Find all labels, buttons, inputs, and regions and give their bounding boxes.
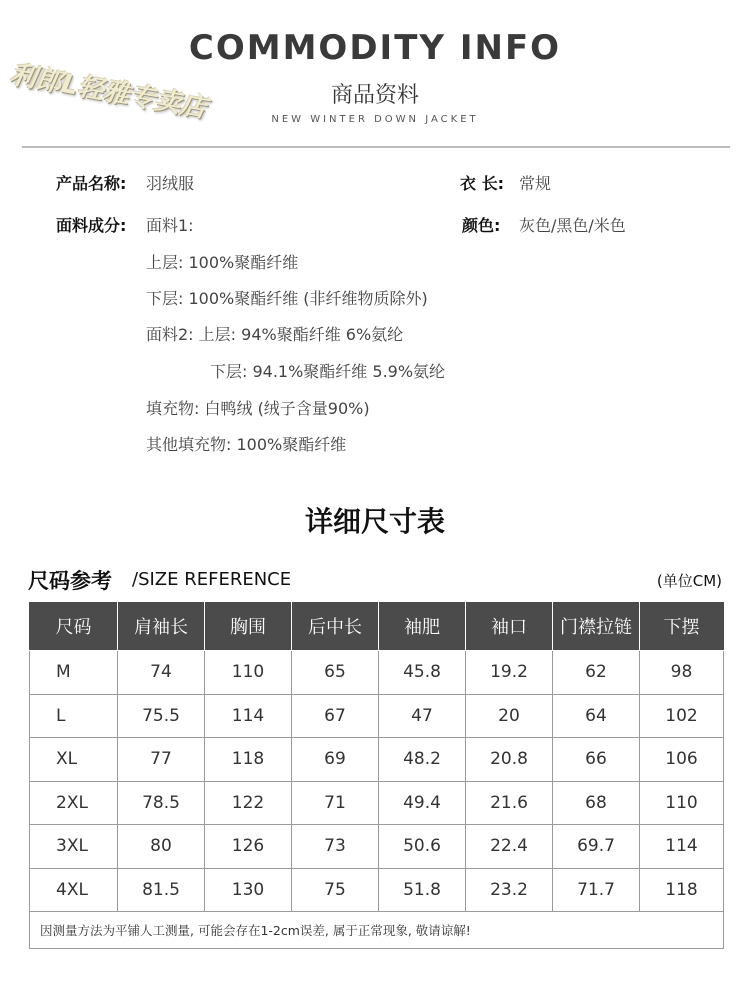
table-cell: 114 bbox=[640, 825, 724, 869]
table-row bbox=[30, 825, 724, 869]
page-subtitle-en: NEW WINTER DOWN JACKET bbox=[271, 114, 479, 125]
table-cell: 62 bbox=[553, 651, 640, 695]
fabric-line: 面料2: 上层: 94%聚酯纤维 6%氨纶 bbox=[146, 325, 404, 344]
column-header: 袖口 bbox=[466, 602, 553, 651]
table-row bbox=[30, 738, 724, 782]
table-cell: 20.8 bbox=[466, 738, 553, 782]
size-reference-cn: 尺码参考 bbox=[28, 569, 112, 593]
table-cell: 98 bbox=[640, 651, 724, 695]
length-label: 衣 长: bbox=[460, 174, 504, 193]
column-header: 门襟拉链 bbox=[553, 602, 640, 651]
column-header: 后中长 bbox=[292, 602, 379, 651]
table-cell: 130 bbox=[205, 868, 292, 912]
fabric-line: 下层: 94.1%聚酯纤维 5.9%氨纶 bbox=[210, 362, 446, 381]
table-cell: 47 bbox=[379, 694, 466, 738]
table-row bbox=[30, 651, 724, 695]
column-header: 胸围 bbox=[205, 602, 292, 651]
table-cell: 74 bbox=[118, 651, 205, 695]
size-chart-title: 详细尺寸表 bbox=[304, 505, 445, 538]
column-header: 下摆 bbox=[640, 602, 724, 651]
table-header-row bbox=[30, 602, 724, 651]
table-cell: 71.7 bbox=[553, 868, 640, 912]
table-cell: 51.8 bbox=[379, 868, 466, 912]
fabric-line: 填充物: 白鸭绒 (绒子含量90%) bbox=[146, 399, 370, 418]
column-header: 尺码 bbox=[30, 602, 118, 651]
product-name-value: 羽绒服 bbox=[146, 174, 195, 193]
table-cell: 118 bbox=[640, 868, 724, 912]
table-cell: 126 bbox=[205, 825, 292, 869]
table-cell: 78.5 bbox=[118, 781, 205, 825]
table-cell: 22.4 bbox=[466, 825, 553, 869]
column-header: 袖肥 bbox=[379, 602, 466, 651]
table-row bbox=[30, 868, 724, 912]
table-cell: 69.7 bbox=[553, 825, 640, 869]
table-row bbox=[30, 781, 724, 825]
table-cell: 106 bbox=[640, 738, 724, 782]
color-value: 灰色/黑色/米色 bbox=[519, 216, 626, 235]
table-cell: 48.2 bbox=[379, 738, 466, 782]
fabric-line: 下层: 100%聚酯纤维 (非纤维物质除外) bbox=[146, 289, 428, 308]
table-cell: XL bbox=[30, 738, 118, 782]
table-cell: 110 bbox=[640, 781, 724, 825]
fabric-value: 面料1: bbox=[146, 216, 194, 235]
table-cell: 110 bbox=[205, 651, 292, 695]
table-note-row bbox=[30, 912, 724, 949]
color-label: 颜色: bbox=[462, 216, 501, 235]
table-cell: 75 bbox=[292, 868, 379, 912]
table-cell: 80 bbox=[118, 825, 205, 869]
table-cell: 102 bbox=[640, 694, 724, 738]
fabric-line: 其他填充物: 100%聚酯纤维 bbox=[146, 435, 347, 454]
page-title: COMMODITY INFO bbox=[188, 28, 562, 68]
table-cell: 122 bbox=[205, 781, 292, 825]
column-header: 肩袖长 bbox=[118, 602, 205, 651]
table-cell: L bbox=[30, 694, 118, 738]
unit-label: (单位CM) bbox=[656, 572, 722, 590]
fabric-line: 上层: 100%聚酯纤维 bbox=[146, 253, 299, 272]
table-cell: 50.6 bbox=[379, 825, 466, 869]
page-subtitle-cn: 商品资料 bbox=[330, 83, 419, 108]
table-cell: 71 bbox=[292, 781, 379, 825]
table-cell: 118 bbox=[205, 738, 292, 782]
table-cell: 114 bbox=[205, 694, 292, 738]
table-cell: 3XL bbox=[30, 825, 118, 869]
table-row bbox=[30, 694, 724, 738]
table-cell: 81.5 bbox=[118, 868, 205, 912]
table-cell: 45.8 bbox=[379, 651, 466, 695]
table-cell: 75.5 bbox=[118, 694, 205, 738]
table-cell: 65 bbox=[292, 651, 379, 695]
table-cell: 20 bbox=[466, 694, 553, 738]
table-cell: M bbox=[30, 651, 118, 695]
table-cell: 67 bbox=[292, 694, 379, 738]
table-cell: 69 bbox=[292, 738, 379, 782]
size-reference-en: /SIZE REFERENCE bbox=[132, 569, 292, 590]
table-cell: 66 bbox=[553, 738, 640, 782]
fabric-label: 面料成分: bbox=[56, 216, 127, 235]
table-cell: 23.2 bbox=[466, 868, 553, 912]
length-value: 常规 bbox=[519, 174, 552, 193]
measurement-note: 因测量方法为平铺人工测量, 可能会存在1-2cm误差, 属于正常现象, 敬请谅解! bbox=[30, 912, 724, 949]
table-cell: 4XL bbox=[30, 868, 118, 912]
table-cell: 49.4 bbox=[379, 781, 466, 825]
table-cell: 77 bbox=[118, 738, 205, 782]
table-cell: 64 bbox=[553, 694, 640, 738]
table-cell: 73 bbox=[292, 825, 379, 869]
table-cell: 68 bbox=[553, 781, 640, 825]
header-divider bbox=[22, 146, 730, 148]
table-cell: 2XL bbox=[30, 781, 118, 825]
table-cell: 21.6 bbox=[466, 781, 553, 825]
table-cell: 19.2 bbox=[466, 651, 553, 695]
size-table bbox=[29, 602, 724, 949]
store-watermark: 利郎L轻雅专卖店 bbox=[7, 59, 209, 124]
product-name-label: 产品名称: bbox=[56, 174, 127, 193]
